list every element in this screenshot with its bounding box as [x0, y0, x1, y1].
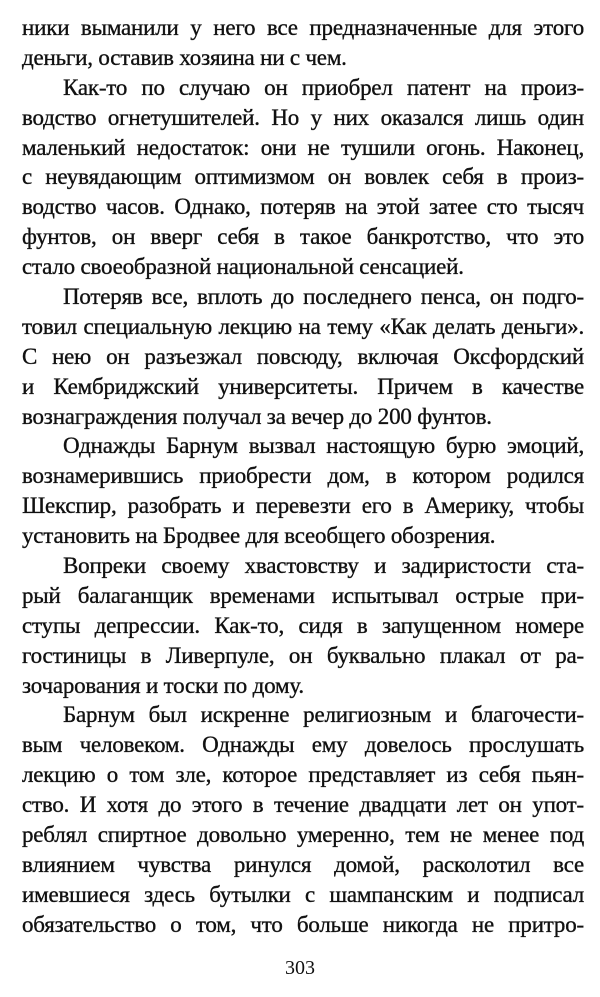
text-line: гостиницы в Ливерпуле, он буквально плакал от ра-	[22, 642, 584, 668]
text-line: обязательство о том, что больше никогда не притро-	[22, 911, 584, 937]
text-line: фунтов, он вверг себя в такое банкротство, что это	[22, 224, 584, 250]
text-line: ступы депрессии. Как-то, сидя в запущенном номере	[22, 612, 584, 638]
text-line: маленький недостаток: они не тушили огонь. Наконец,	[22, 134, 584, 160]
text-line: Потеряв все, вплоть до последнего пенса, он подго-	[63, 284, 584, 310]
text-line: ство. И хотя до этого в течение двадцати лет он упот-	[22, 792, 584, 818]
text-line: и Кембриджский университеты. Причем в качестве	[22, 373, 584, 399]
text-line: Однажды Барнум вызвал настоящую бурю эмоций,	[63, 433, 584, 459]
page-number: 303	[285, 957, 315, 979]
text-line: вым человеком. Однажды ему довелось прослушать	[22, 732, 584, 758]
text-line: реблял спиртное довольно умеренно, тем не менее под	[22, 822, 584, 848]
text-line: влиянием чувства ринулся домой, расколотил все	[22, 851, 584, 877]
text-line: С нею он разъезжал повсюду, включая Оксфордский	[22, 343, 584, 369]
text-line: Шекспир, разобрать и перевезти его в Америку, чтобы	[22, 493, 584, 519]
text-line: Как-то по случаю он приобрел патент на произ-	[63, 74, 584, 100]
text-line: с неувядающим оптимизмом он вовлек себя в произ-	[22, 164, 584, 190]
text-line: товил специальную лекцию на тему «Как делать деньги».	[22, 313, 584, 339]
text-line: имевшиеся здесь бутылки с шампанским и подписал	[22, 881, 584, 907]
text-line: Вопреки своему хвастовству и задиристости ста-	[63, 553, 584, 579]
text-line: зочарования и тоски по дому.	[22, 672, 304, 698]
text-line: стало своеобразной национальной сенсацией.	[22, 254, 464, 280]
text-line: установить на Бродвее для всеобщего обозрения.	[22, 523, 496, 549]
text-line: рый балаганщик временами испытывал острые при-	[22, 582, 584, 608]
text-line: деньги, оставив хозяина ни с чем.	[22, 44, 347, 70]
text-line: ники выманили у него все предназначенные для этого	[22, 15, 584, 40]
text-line: водство огнетушителей. Но у них оказался лишь один	[22, 104, 584, 130]
text-line: лекцию о том зле, которое представляет из себя пьян-	[22, 762, 584, 788]
text-line: Барнум был искренне религиозным и благочести-	[63, 702, 584, 728]
text-line: вознаграждения получал за вечер до 200 фунтов.	[22, 403, 492, 429]
text-line: вознамерившись приобрести дом, в котором родился	[22, 463, 584, 489]
text-line: водство часов. Однако, потеряв на этой затее сто тысяч	[22, 194, 584, 220]
book-page-text	[22, 13, 584, 940]
